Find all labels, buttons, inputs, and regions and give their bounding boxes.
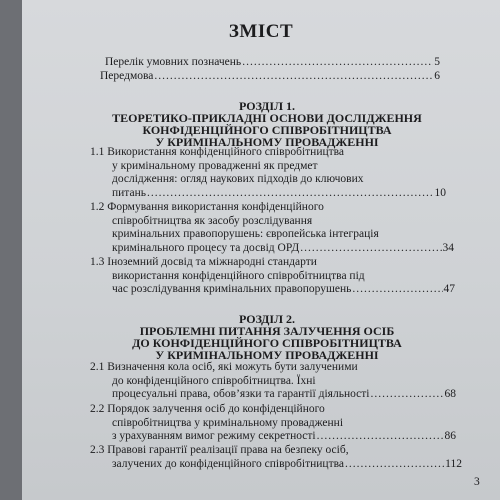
leader-dots — [345, 458, 444, 472]
toc-item-label: Передмова — [100, 70, 154, 82]
toc-entry-2-2 — [90, 403, 456, 444]
section-number: РОЗДІЛ 1. — [238, 99, 296, 113]
entry-last-line — [90, 458, 462, 472]
section-title-line: ДО КОНФІДЕНЦІЙНОГО СПІВРОБІТНИЦТВА — [132, 336, 402, 350]
toc-entry-1-3 — [90, 256, 455, 297]
section-title-line: У КРИМІНАЛЬНОМУ ПРОВАДЖЕННІ — [155, 135, 379, 149]
page-number: 3 — [474, 476, 480, 488]
entry-last-line — [90, 187, 446, 201]
toc-item-page: 6 — [434, 70, 440, 82]
toc-entry-1-2 — [90, 201, 454, 255]
toc-item-page: 5 — [434, 56, 440, 68]
entry-last-line — [90, 283, 455, 297]
page-title: ЗМІСТ — [228, 21, 294, 42]
toc-front-item — [100, 70, 440, 82]
entry-line: з урахуванням вимог режиму секретності — [112, 430, 316, 443]
toc-entry-2-1 — [90, 361, 456, 402]
section-2-heading — [82, 313, 452, 361]
toc-item-page: 10 — [434, 186, 446, 199]
entry-line: у кримінальному провадженні як предмет — [112, 159, 318, 172]
entry-line: 1.1 Використання конфіденційного співробітництва — [90, 146, 345, 158]
section-title-line: КОНФІДЕНЦІЙНОГО СПІВРОБІТНИЦТВА — [142, 123, 392, 137]
leader-dots — [147, 187, 434, 201]
book-page — [22, 0, 500, 500]
entry-last-line — [90, 388, 456, 402]
entry-line: час розслідування кримінальних правопорушень — [112, 283, 352, 296]
toc-item-page: 112 — [445, 457, 462, 470]
toc-item-page: 68 — [444, 388, 456, 401]
entry-line: питань — [112, 186, 146, 199]
toc-front-item — [105, 56, 440, 68]
entry-line: процесуальні права, обов’язки та гарантії діяльності — [112, 388, 370, 401]
section-title-line: У КРИМІНАЛЬНОМУ ПРОВАДЖЕННІ — [155, 348, 379, 362]
leader-dots — [300, 242, 441, 256]
leader-dots — [154, 70, 433, 82]
leader-dots — [370, 388, 443, 402]
section-title-line: ТЕОРЕТИКО-ПРИКЛАДНІ ОСНОВИ ДОСЛІДЖЕННЯ — [112, 111, 422, 125]
toc-entry-1-1 — [90, 146, 446, 200]
toc-item-page: 34 — [442, 241, 454, 254]
entry-line: використання конфіденційного співробітництва під — [112, 269, 365, 282]
section-title-line: ПРОБЛЕМНІ ПИТАННЯ ЗАЛУЧЕННЯ ОСІБ — [139, 324, 395, 338]
toc-entry-2-3 — [90, 444, 462, 471]
entry-last-line — [90, 430, 456, 444]
section-number: РОЗДІЛ 2. — [238, 312, 296, 326]
section-1-heading — [82, 100, 452, 148]
toc-item-page: 86 — [444, 430, 456, 443]
entry-line: 1.3 Іноземний досвід та міжнародні стандарти — [90, 256, 317, 268]
toc-item-label: Перелік умовних позначень — [105, 56, 242, 68]
entry-last-line — [90, 242, 454, 256]
entry-line: 2.2 Порядок залучення осіб до конфіденційного — [90, 403, 325, 415]
leader-dots — [317, 430, 444, 444]
entry-line: співробітництва як засобу розслідування — [112, 214, 313, 227]
leader-dots — [242, 56, 433, 68]
entry-line: залучених до конфіденційного співробітництва — [112, 457, 344, 470]
entry-line: кримінальних правопорушень: європейська інтеграція — [112, 228, 379, 241]
leader-dots — [352, 283, 442, 297]
entry-line: 2.1 Визначення кола осіб, які можуть бути залученими — [90, 361, 358, 373]
entry-line: до конфіденційного співробітництва. Їхні — [112, 374, 316, 387]
entry-line: співробітництва у кримінальному провадженні — [112, 416, 344, 429]
entry-line: кримінального процесу та досвід ОРД — [112, 241, 300, 254]
toc-item-page: 47 — [443, 283, 455, 296]
entry-line: дослідження: огляд наукових підходів до ключових — [112, 173, 364, 186]
entry-line: 2.3 Правові гарантії реалізації права на безпеку осіб, — [90, 444, 349, 456]
entry-line: 1.2 Формування використання конфіденційного — [90, 201, 324, 213]
